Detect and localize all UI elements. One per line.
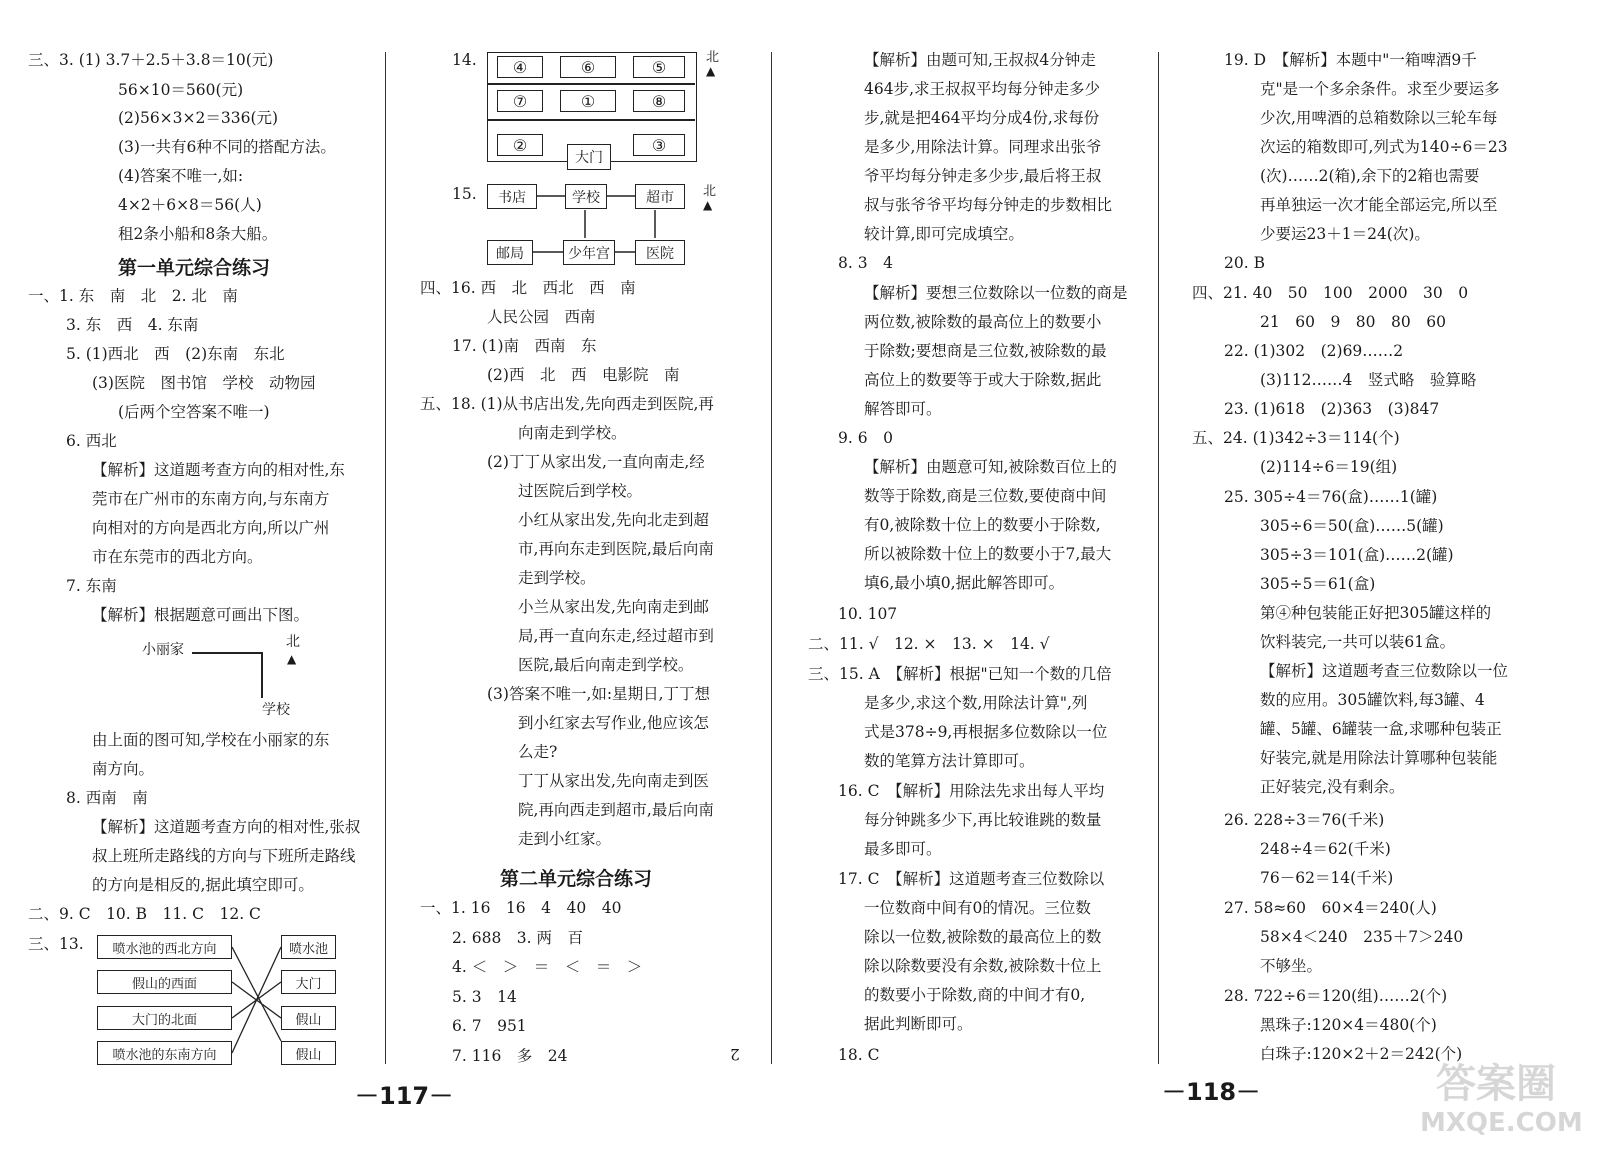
text-line: 2. 688 3. 两 百 <box>452 929 584 947</box>
text-line: 解答即可。 <box>864 400 942 418</box>
text-line: 4. ＜ ＞ ＝ ＜ ＝ ＞ <box>452 958 643 976</box>
text-line: 人民公园 西南 <box>487 308 596 326</box>
north-label: 北 <box>703 184 717 199</box>
text-line: (2)56×3×2＝336(元) <box>118 109 279 127</box>
text-line: 【解析】这道题考查方向的相对性,东 <box>92 461 345 479</box>
text-line: 56×10＝560(元) <box>118 81 244 99</box>
map-node: 书店 <box>487 184 537 209</box>
text-line: 三、13. <box>28 935 84 953</box>
text-line: 五、24. (1)342÷3＝114(个) <box>1192 429 1400 447</box>
text-line: 【解析】根据题意可画出下图。 <box>92 606 310 624</box>
text-line: 一、1. 东 南 北 2. 北 南 <box>28 287 238 305</box>
text-line: 464步,求王叔叔平均每分钟走多少 <box>864 80 1101 98</box>
text-line: 18. C <box>838 1046 880 1064</box>
match-left-box: 喷水池的东南方向 <box>97 1041 232 1065</box>
text-line: 数的笔算方法计算即可。 <box>864 752 1035 770</box>
text-line: 市,再向东走到医院,最后向南 <box>518 540 714 558</box>
map-cell: ⑥ <box>560 56 616 78</box>
text-line: 式是378÷9,再根据多位数除以一位 <box>864 723 1108 741</box>
text-line: 小兰从家出发,先向南走到邮 <box>518 598 709 616</box>
path-line <box>261 652 263 698</box>
text-line: 正好装完,没有剩余。 <box>1260 778 1405 796</box>
text-line: 到小红家去写作业,他应该怎 <box>518 714 709 732</box>
text-line: 院,再向西走到超市,最后向南 <box>518 801 714 819</box>
map-node: 邮局 <box>487 240 533 265</box>
section-title: 第二单元综合练习 <box>500 868 653 890</box>
text-line: 黑珠子:120×4＝480(个) <box>1260 1016 1437 1034</box>
map-cell: ⑦ <box>497 90 543 112</box>
text-line: 走到小红家。 <box>518 830 612 848</box>
match-right-box: 大门 <box>281 970 336 994</box>
text-line: 局,再一直向东走,经过超市到 <box>518 627 714 645</box>
match-left-box: 喷水池的西北方向 <box>97 935 232 959</box>
text-line: 三、3. (1) 3.7＋2.5＋3.8＝10(元) <box>28 51 274 69</box>
north-label: 北 <box>286 634 300 650</box>
text-line: 是多少,用除法计算。同理求出张爷 <box>864 138 1102 156</box>
map-divider <box>487 119 695 121</box>
text-line: 10. 107 <box>838 605 898 623</box>
text-line: 是多少,求这个数,用除法计算",列 <box>864 694 1088 712</box>
text-line: 6. 西北 <box>66 432 117 450</box>
text-line: 305÷6＝50(盒)……5(罐) <box>1260 517 1444 535</box>
text-line: 除以除数要没有余数,被除数十位上 <box>864 957 1102 975</box>
text-line: 少要运23＋1＝24(次)。 <box>1260 225 1430 243</box>
match-right-box: 假山 <box>281 1041 336 1065</box>
text-line: 28. 722÷6＝120(组)……2(个) <box>1224 987 1448 1005</box>
map-cell: ⑤ <box>633 56 685 78</box>
text-line: (2)114÷6＝19(组) <box>1260 458 1398 476</box>
text-line: 5. (1)西北 西 (2)东南 东北 <box>66 345 285 363</box>
text-line: 19. D 【解析】本题中"一箱啤酒9千 <box>1224 51 1477 69</box>
text-line: 次运的箱数即可,列式为140÷6＝23 <box>1260 138 1508 156</box>
text-line: (后两个空答案不唯一) <box>118 403 270 421</box>
text-line: (3)一共有6种不同的搭配方法。 <box>118 138 336 156</box>
text-line: 58×4＜240 235＋7＞240 <box>1260 928 1464 946</box>
text-line: 除以一位数,被除数的最高位上的数 <box>864 928 1102 946</box>
text-line: 向南走到学校。 <box>518 424 627 442</box>
text-line: 克"是一个多余条件。求至少要运多 <box>1260 80 1500 98</box>
watermark-site: MXQE.COM <box>1420 1108 1583 1138</box>
map-cell: ① <box>560 90 616 112</box>
text-line: 高位上的数要等于或大于除数,据此 <box>864 371 1102 389</box>
text-line: 叔上班所走路线的方向与下班所走路线 <box>92 847 356 865</box>
text-line: 好装完,就是用除法计算哪种包装能 <box>1260 749 1498 767</box>
text-line: 305÷3＝101(盒)……2(罐) <box>1260 546 1454 564</box>
text-line: 7. 116 多 24 <box>452 1047 568 1065</box>
text-line: 5. 3 14 <box>452 988 517 1006</box>
text-line: 向相对的方向是西北方向,所以广州 <box>92 519 330 537</box>
map-node: 医院 <box>635 240 685 265</box>
map-cell: ② <box>497 134 543 156</box>
text-line: 25. 305÷4＝76(盒)……1(罐) <box>1224 488 1438 506</box>
text-line: 23. (1)618 (2)363 (3)847 <box>1224 400 1440 418</box>
text-line: 15. <box>452 185 477 203</box>
text-line: 76－62＝14(千米) <box>1260 869 1394 887</box>
text-line: 白珠子:120×2＋2＝242(个) <box>1260 1045 1463 1063</box>
text-line: 三、15. A 【解析】根据"已知一个数的几倍 <box>808 665 1112 683</box>
map-node: 少年宫 <box>563 240 615 265</box>
text-line: 么走? <box>518 743 558 761</box>
text-line: 26. 228÷3＝76(千米) <box>1224 811 1385 829</box>
text-line: 第④种包装能正好把305罐这样的 <box>1260 604 1492 622</box>
text-line: 爷平均每分钟走多少步,最后将王叔 <box>864 167 1102 185</box>
text-line: 罐、5罐、6罐装一盒,求哪种包装正 <box>1260 720 1502 738</box>
text-line: 于除数;要想商是三位数,被除数的最 <box>864 342 1107 360</box>
text-line: 两位数,被除数的最高位上的数要小 <box>864 313 1102 331</box>
north-arrow-icon: ▲ <box>706 64 716 78</box>
text-line: 一位数商中间有0的情况。三位数 <box>864 899 1091 917</box>
match-right-box: 假山 <box>281 1006 336 1030</box>
match-right-box: 喷水池 <box>281 935 336 959</box>
text-line: 【解析】由题意可知,被除数百位上的 <box>864 458 1117 476</box>
text-line: 16. C 【解析】用除法先求出每人平均 <box>838 782 1105 800</box>
text-line: 市在东莞市的西北方向。 <box>92 548 263 566</box>
map-cell: ③ <box>633 134 685 156</box>
text-line: 走到学校。 <box>518 569 596 587</box>
map-gate: 大门 <box>567 144 611 170</box>
text-line: 较计算,即可完成填空。 <box>864 225 1024 243</box>
text-line: 医院,最后向南走到学校。 <box>518 656 694 674</box>
school-label: 学校 <box>262 702 290 718</box>
text-line: 最多即可。 <box>864 840 942 858</box>
text-line: 7. 东南 <box>66 577 117 595</box>
text-line: 9. 6 0 <box>838 429 893 447</box>
north-label: 北 <box>706 50 720 65</box>
page-number-right: －118－ <box>1162 1078 1261 1106</box>
text-line: (次)……2(箱),余下的2箱也需要 <box>1260 167 1480 185</box>
map-node: 超市 <box>635 184 685 209</box>
map-cell: ⑧ <box>633 90 685 112</box>
text-line: (2)丁丁从家出发,一直向南走,经 <box>487 453 705 471</box>
map-cell: ④ <box>497 56 543 78</box>
text-line: 的数要小于除数,商的中间才有0, <box>864 986 1086 1004</box>
match-left-box: 假山的西面 <box>97 970 232 994</box>
text-line: 【解析】这道题考查三位数除以一位 <box>1260 662 1509 680</box>
text-line: 四、21. 40 50 100 2000 30 0 <box>1192 284 1469 302</box>
section-title: 第一单元综合练习 <box>118 257 271 279</box>
text-line: 据此判断即可。 <box>864 1015 973 1033</box>
text-line: 【解析】这道题考查方向的相对性,张叔 <box>92 818 361 836</box>
text-line: 饮料装完,一共可以装61盒。 <box>1260 633 1456 651</box>
text-line: 17. C 【解析】这道题考查三位数除以 <box>838 870 1105 888</box>
text-line: 20. B <box>1224 254 1265 272</box>
column-divider <box>771 52 772 1064</box>
text-line: 305÷5＝61(盒) <box>1260 575 1376 593</box>
north-arrow-icon: ▲ <box>703 198 713 212</box>
column-divider <box>385 52 386 1064</box>
text-line: 的方向是相反的,据此填空即可。 <box>92 876 314 894</box>
column-divider <box>1158 52 1159 1064</box>
text-line: 再单独运一次才能全部运完,所以至 <box>1260 196 1498 214</box>
text-line: 27. 58≈60 60×4＝240(人) <box>1224 899 1437 917</box>
text-line: 有0,被除数十位上的数要小于除数, <box>864 516 1101 534</box>
text-line: 【解析】要想三位数除以一位数的商是 <box>864 284 1128 302</box>
text-line: 不够坐。 <box>1260 957 1323 975</box>
text-line: 丁丁从家出发,先向南走到医 <box>518 772 709 790</box>
path-line <box>192 652 262 654</box>
match-left-box: 大门的北面 <box>97 1006 232 1030</box>
text-line: 步,就是把464平均分成4份,求每份 <box>864 109 1100 127</box>
text-line: 租2条小船和8条大船。 <box>118 225 278 243</box>
text-line: 8. 西南 南 <box>66 789 148 807</box>
map-divider <box>487 83 695 85</box>
page-number-left: －117－ <box>355 1082 454 1110</box>
text-line: 3. 东 西 4. 东南 <box>66 316 199 334</box>
text-line: (3)112……4 竖式略 验算略 <box>1260 371 1477 389</box>
text-line: 数等于除数,商是三位数,要使商中间 <box>864 487 1107 505</box>
text-line: 填6,最小填0,据此解答即可。 <box>864 574 1065 592</box>
matching-lines <box>232 935 282 1065</box>
text-line: 二、9. C 10. B 11. C 12. C <box>28 905 261 923</box>
text-line: 21 60 9 80 80 60 <box>1260 313 1446 331</box>
text-line: 一、1. 16 16 4 40 40 <box>420 899 622 917</box>
text-line: 四、16. 西 北 西北 西 南 <box>420 279 636 297</box>
text-line: 南方向。 <box>92 760 155 778</box>
text-line: 每分钟跳多少下,再比较谁跳的数量 <box>864 811 1102 829</box>
text-line: (3)医院 图书馆 学校 动物园 <box>92 374 316 392</box>
text-line: (3)答案不唯一,如:星期日,丁丁想 <box>487 685 711 703</box>
text-line: 过医院后到学校。 <box>518 482 643 500</box>
text-line: 莞市在广州市的东南方向,与东南方 <box>92 490 330 508</box>
text-line: 由上面的图可知,学校在小丽家的东 <box>92 731 330 749</box>
text-line: 数的应用。305罐饮料,每3罐、4 <box>1260 691 1485 709</box>
home-label: 小丽家 <box>142 642 184 658</box>
text-line: 二、11. √ 12. × 13. × 14. √ <box>808 635 1050 653</box>
north-arrow-icon: ▲ <box>287 652 297 666</box>
text-line: (4)答案不唯一,如: <box>118 167 244 185</box>
text-line: 4×2＋6×8＝56(人) <box>118 196 262 214</box>
text-line: 所以被除数十位上的数要小于7,最大 <box>864 545 1112 563</box>
text-line: 17. (1)南 西南 东 <box>452 337 597 355</box>
watermark-logo: 答案圈 <box>1436 1061 1556 1107</box>
text-line: 248÷4＝62(千米) <box>1260 840 1391 858</box>
text-line: 22. (1)302 (2)69……2 <box>1224 342 1404 360</box>
column-mark: 2 <box>730 1045 740 1063</box>
text-line: 14. <box>452 51 477 69</box>
text-line: 五、18. (1)从书店出发,先向西走到医院,再 <box>420 395 714 413</box>
text-line: 小红从家出发,先向北走到超 <box>518 511 709 529</box>
text-line: 6. 7 951 <box>452 1017 527 1035</box>
text-line: 叔与张爷爷平均每分钟走的步数相比 <box>864 196 1113 214</box>
text-line: (2)西 北 西 电影院 南 <box>487 366 680 384</box>
map-node: 学校 <box>565 184 607 209</box>
text-line: 少次,用啤酒的总箱数除以三轮车每 <box>1260 109 1498 127</box>
text-line: 【解析】由题可知,王叔叔4分钟走 <box>864 51 1096 69</box>
text-line: 8. 3 4 <box>838 254 893 272</box>
